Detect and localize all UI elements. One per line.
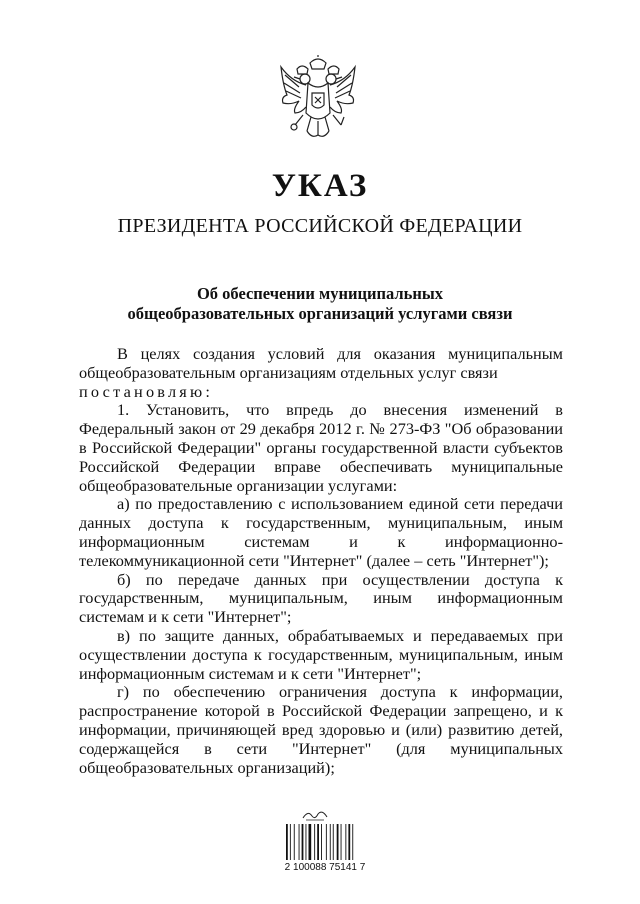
document-title-line-2: общеобразовательных организаций услугами связи <box>127 304 513 323</box>
document-type: УКАЗ <box>271 168 369 204</box>
document-title-line-1: Об обеспечении муниципальных <box>196 284 444 303</box>
item-v-paragraph: в) по защите данных, обрабатываемых и передаваемых при осуществлении доступа к государственным, муниципальным, иным информационным системам и к сети "Интернет"; <box>79 625 563 683</box>
item-a-paragraph: а) по предоставлению с использованием единой сети передачи данных доступа к государственным, муниципальным, иным информационным системам и к информационно-телекоммуникационной сети "Интернет" (далее – сеть "Интернет"); <box>79 494 563 570</box>
coat-of-arms-icon <box>277 55 359 145</box>
resolve-paragraph: постановляю: <box>79 381 214 401</box>
item-b-paragraph: б) по передаче данных при осуществлении доступа к государственным, муниципальным, иным информационным системам и к сети "Интернет"; <box>79 569 563 627</box>
barcode-number: 2 100088 75141 7 <box>284 862 366 873</box>
document-body <box>79 345 563 777</box>
preamble-paragraph: В целях создания условий для оказания муниципальным общеобразовательным организациям отдельных услуг связи <box>79 344 563 382</box>
item-g-paragraph: г) по обеспечению ограничения доступа к информации, распространение которой в Российской Федерации запрещено, и к информации, причиняющей вред здоровью и (или) развитию детей, содержащейся в сети "Интернет" (для муниципальных общеобразовательных организаций); <box>79 682 563 777</box>
document-issuer: ПРЕЗИДЕНТА РОССИЙСКОЙ ФЕДЕРАЦИИ <box>117 215 523 237</box>
item-1-paragraph: 1. Установить, что впредь до внесения изменений в Федеральный закон от 29 декабря 2012 г. № 273-ФЗ "Об образовании в Российской Федерации" органы государственной власти субъектов Российской Федерации вправе обеспечивать муниципальные общеобразовательные организации услугами: <box>79 400 563 495</box>
document-title <box>80 284 560 324</box>
